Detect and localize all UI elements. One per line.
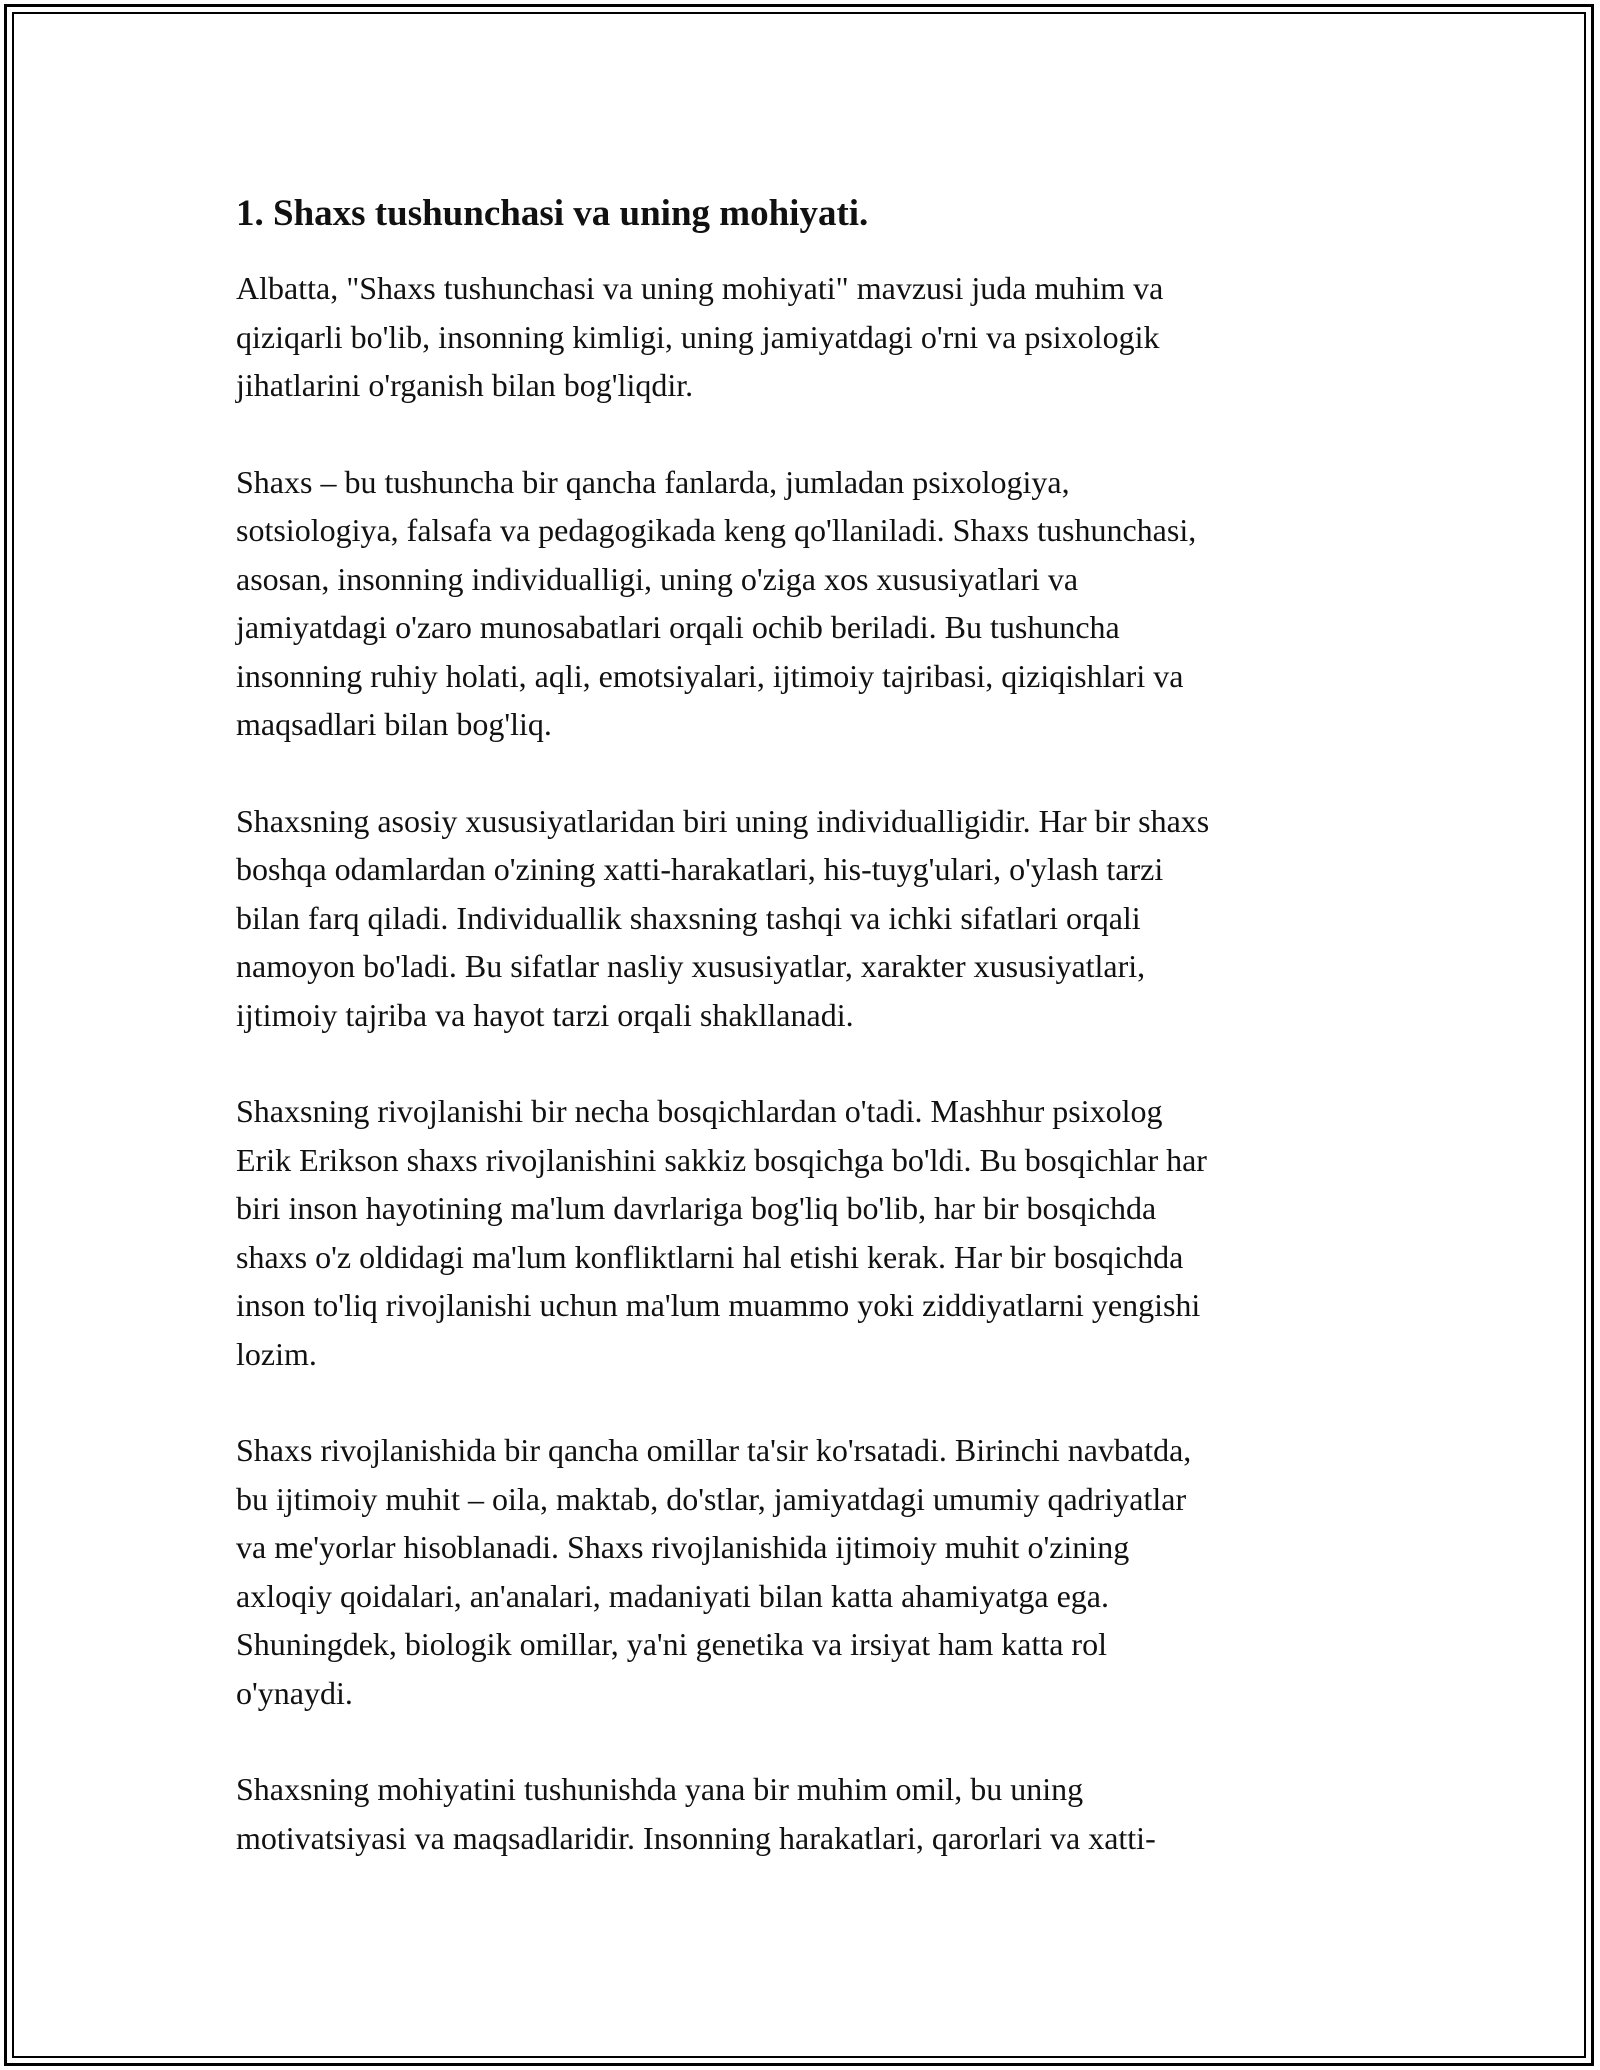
paragraph-development-stages: Shaxsning rivojlanishi bir necha bosqichlardan o'tadi. Mashhur psixolog Erik Erikson shaxs rivojlanishini sakkiz bosqichga bo'ldi. Bu bosqichlar har biri inson hayotining ma'lum davrlariga bog'liq bo'lib, har bir bosqichda shaxs o'z oldidagi ma'lum konfliktlarni hal etishi kerak. Har bir bosqichda inson to'liq rivojlanishi uchun ma'lum muammo yoki ziddiyatlarni yengishi lozim.: [236, 1093, 1207, 1372]
paragraph-motivation: Shaxsning mohiyatini tushunishda yana bir muhim omil, bu uning motivatsiyasi va maqsadlaridir. Insonning harakatlari, qarorlari va xatti-: [236, 1771, 1156, 1856]
paragraph-development-factors: Shaxs rivojlanishida bir qancha omillar ta'sir ko'rsatadi. Birinchi navbatda, bu ijtimoiy muhit – oila, maktab, do'stlar, jamiyatdagi umumiy qadriyatlar va me'yorlar hisoblanadi. Shaxs rivojlanishida ijtimoiy muhit o'zining axloqiy qoidalari, an'analari, madaniyati bilan katta ahamiyatga ega. Shuningdek, biologik omillar, ya'ni genetika va irsiyat ham katta rol o'ynaydi.: [236, 1432, 1192, 1711]
section-heading: 1. Shaxs tushunchasi va uning mohiyati.: [236, 193, 869, 234]
document-page: [236, 186, 1376, 1910]
paragraph-individuality: Shaxsning asosiy xususiyatlaridan biri uning individualligidir. Har bir shaxs boshqa odamlardan o'zining xatti-harakatlari, his-tuyg'ulari, o'ylash tarzi bilan farq qiladi. Individuallik shaxsning tashqi va ichki sifatlari orqali namoyon bo'ladi. Bu sifatlar nasliy xususiyatlar, xarakter xususiyatlari, ijtimoiy tajriba va hayot tarzi orqali shakllanadi.: [236, 802, 1210, 1033]
paragraph-definition: Shaxs – bu tushuncha bir qancha fanlarda, jumladan psixologiya, sotsiologiya, falsafa va pedagogikada keng qo'llaniladi. Shaxs tushunchasi, asosan, insonning individualligi, uning o'ziga xos xususiyatlari va jamiyatdagi o'zaro munosabatlari orqali ochib beriladi. Bu tushuncha insonning ruhiy holati, aqli, emotsiyalari, ijtimoiy tajribasi, qiziqishlari va maqsadlari bilan bog'liq.: [236, 463, 1197, 742]
paragraph-intro: Albatta, "Shaxs tushunchasi va uning mohiyati" mavzusi juda muhim va qiziqarli bo'lib, insonning kimligi, uning jamiyatdagi o'rni va psixologik jihatlarini o'rganish bilan bog'liqdir.: [236, 270, 1164, 403]
